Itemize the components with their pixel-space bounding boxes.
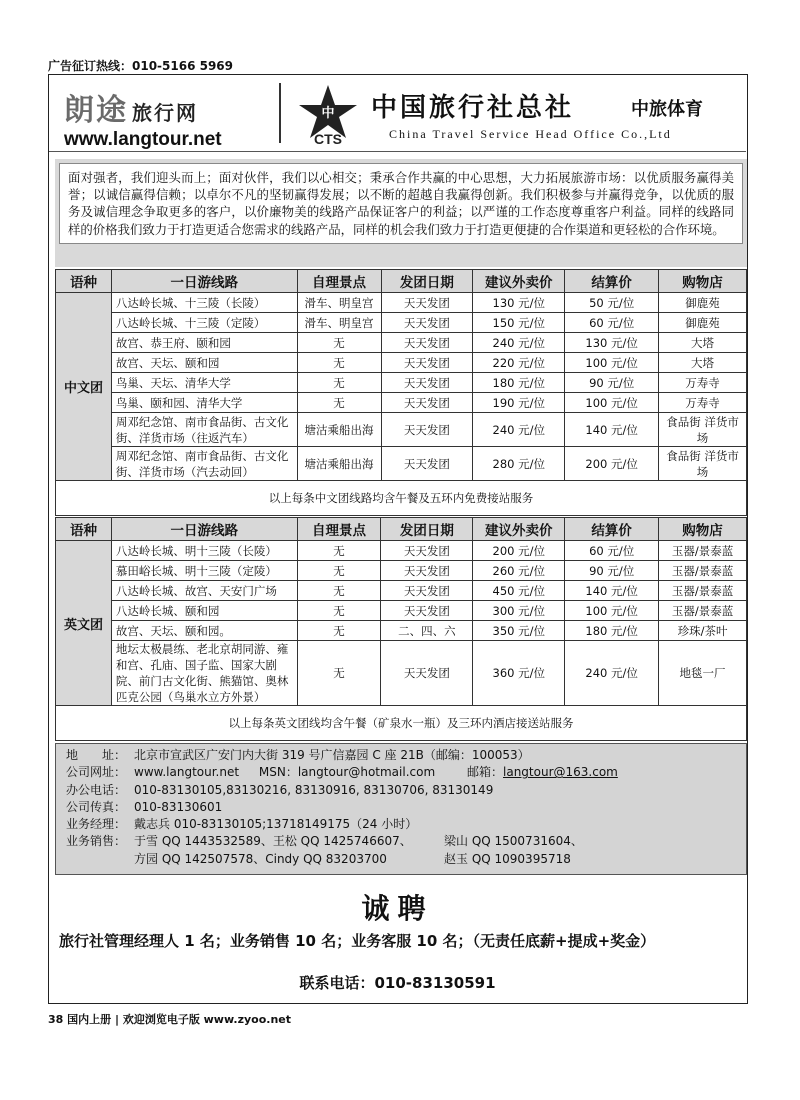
phone-label: 办公电话：	[66, 782, 127, 797]
date-cell: 天天发团	[381, 373, 473, 393]
table-row	[56, 413, 747, 447]
address-value: 北京市宣武区广安门内大街 319 号广信嘉园 C 座 21B（邮编：100053）	[134, 748, 530, 762]
shop-cell: 万寿寺	[659, 393, 747, 413]
address-row	[66, 747, 736, 764]
manager-label: 业务经理：	[66, 817, 127, 832]
settle-cell: 50 元/位	[565, 293, 659, 313]
date-cell: 天天发团	[381, 601, 473, 621]
shop-cell: 大塔	[659, 353, 747, 373]
date-cell: 天天发团	[381, 293, 473, 313]
extra-cell: 无	[297, 541, 381, 561]
extra-cell: 塘沽乘船出海	[297, 447, 381, 481]
shop-cell: 地毯一厂	[659, 641, 747, 706]
retail-cell: 220 元/位	[473, 353, 565, 373]
brand-cn-small: 旅行网	[132, 101, 198, 125]
retail-cell: 260 元/位	[473, 561, 565, 581]
header-extra: 自理景点	[297, 518, 381, 541]
brand-url: www.langtour.net	[64, 129, 222, 150]
cts-star-text: 中	[321, 106, 335, 121]
cts-english-name: China Travel Service Head Office Co.,Ltd	[389, 127, 672, 141]
contact-box	[55, 743, 747, 875]
shop-cell: 食品街 洋货市场	[659, 447, 747, 481]
table-row	[56, 293, 747, 313]
route-cell: 八达岭长城、颐和园	[111, 601, 297, 621]
shop-cell: 御鹿苑	[659, 293, 747, 313]
lang-cell: 英文团	[56, 541, 112, 706]
route-cell: 故宫、天坛、颐和园。	[111, 621, 297, 641]
cn-note: 以上每条中文团线路均含午餐及五环内免费接站服务	[56, 481, 747, 516]
settle-cell: 140 元/位	[565, 413, 659, 447]
retail-cell: 450 元/位	[473, 581, 565, 601]
header-retail: 建议外卖价	[473, 518, 565, 541]
route-cell: 周邓纪念馆、南市食品街、古文化街、洋货市场（汽去动回）	[111, 447, 297, 481]
extra-cell: 无	[297, 393, 381, 413]
extra-cell: 塘沽乘船出海	[297, 413, 381, 447]
extra-cell: 无	[297, 353, 381, 373]
retail-cell: 130 元/位	[473, 293, 565, 313]
retail-cell: 150 元/位	[473, 313, 565, 333]
route-cell: 八达岭长城、十三陵（长陵）	[111, 293, 297, 313]
retail-cell: 240 元/位	[473, 333, 565, 353]
cts-sub: 中旅体育	[631, 99, 703, 120]
table-row	[56, 581, 747, 601]
extra-cell: 无	[297, 601, 381, 621]
settle-cell: 60 元/位	[565, 541, 659, 561]
table-row	[56, 393, 747, 413]
route-cell: 故宫、天坛、颐和园	[111, 353, 297, 373]
ad-hotline: 广告征订热线：010-5166 5969	[48, 59, 234, 73]
date-cell: 天天发团	[381, 447, 473, 481]
settle-cell: 100 元/位	[565, 353, 659, 373]
sales-value-1a: 于雪 QQ 1443532589、王松 QQ 1425746607、	[134, 834, 412, 849]
settle-cell: 180 元/位	[565, 621, 659, 641]
settle-cell: 130 元/位	[565, 333, 659, 353]
route-cell: 鸟巢、颐和园、清华大学	[111, 393, 297, 413]
extra-cell: 无	[297, 373, 381, 393]
settle-cell: 60 元/位	[565, 313, 659, 333]
table-row	[56, 641, 747, 706]
date-cell: 天天发团	[381, 541, 473, 561]
settle-cell: 90 元/位	[565, 561, 659, 581]
ad-frame	[48, 74, 748, 1004]
retail-cell: 280 元/位	[473, 447, 565, 481]
extra-cell: 无	[297, 333, 381, 353]
header-retail: 建议外卖价	[473, 270, 565, 293]
sales-value-1b: 梁山 QQ 1500731604、	[444, 834, 583, 849]
table-row	[56, 313, 747, 333]
route-cell: 八达岭长城、明十三陵（长陵）	[111, 541, 297, 561]
table-row	[56, 621, 747, 641]
route-cell: 鸟巢、天坛、清华大学	[111, 373, 297, 393]
extra-cell: 滑车、明皇宫	[297, 313, 381, 333]
retail-cell: 300 元/位	[473, 601, 565, 621]
email-link[interactable]: langtour@163.com	[503, 765, 618, 780]
date-cell: 天天发团	[381, 393, 473, 413]
date-cell: 天天发团	[381, 413, 473, 447]
route-cell: 地坛太极晨练、老北京胡同游、雍和宫、孔庙、国子监、国家大剧院、前门古文化街、熊猫馆、奥林匹克公园（鸟巢水立方外景）	[111, 641, 297, 706]
retail-cell: 190 元/位	[473, 393, 565, 413]
sales-label: 业务销售：	[66, 834, 127, 849]
lang-cell: 中文团	[56, 293, 112, 481]
date-cell: 天天发团	[381, 333, 473, 353]
intro-text: 面对强者，我们迎头而上；面对伙伴，我们以心相交；秉承合作共赢的中心思想，大力拓展旅游市场：以优质服务赢得美誉；以诚信赢得信赖；以卓尔不凡的坚韧赢得发展；以不断的超越自我赢得创新。我们积极参与并赢得竞争，以优质的服务及诚信理念争取更多的客户，以价廉物美的线路产品保证客户的利益；以严谨的工作态度尊重客户利益。同样的线路同样的价格我们致力于打造更适合您需求的线路产品，同样的机会我们致力于打造更便捷的合作渠道和更轻松的合作环境。	[59, 163, 743, 244]
page-footer: 38 国内上册 | 欢迎浏览电子版 www.zyoo.net	[48, 1013, 292, 1026]
header-date: 发团日期	[381, 518, 473, 541]
retail-cell: 180 元/位	[473, 373, 565, 393]
extra-cell: 无	[297, 561, 381, 581]
shop-cell: 食品街 洋货市场	[659, 413, 747, 447]
header-lang: 语种	[56, 270, 112, 293]
sales-value-2a: 方园 QQ 142507578、Cindy QQ 83203700	[134, 851, 387, 866]
header-shop: 购物店	[659, 270, 747, 293]
date-cell: 天天发团	[381, 561, 473, 581]
route-cell: 故宫、恭王府、颐和园	[111, 333, 297, 353]
header-route: 一日游线路	[111, 518, 297, 541]
site-row	[66, 764, 736, 781]
header-settle: 结算价	[565, 270, 659, 293]
site-link[interactable]: www.langtour.net	[134, 765, 240, 780]
phone-row	[66, 782, 736, 799]
settle-cell: 100 元/位	[565, 601, 659, 621]
fax-label: 公司传真：	[66, 799, 127, 814]
shop-cell: 大塔	[659, 333, 747, 353]
header-settle: 结算价	[565, 518, 659, 541]
shop-cell: 玉器/景泰蓝	[659, 601, 747, 621]
shop-cell: 珍珠/茶叶	[659, 621, 747, 641]
email-label: 邮箱：	[466, 765, 503, 780]
sales-value-2b: 赵玉 QQ 1090395718	[444, 851, 571, 866]
header-lang: 语种	[56, 518, 112, 541]
extra-cell: 无	[297, 641, 381, 706]
shop-cell: 御鹿苑	[659, 313, 747, 333]
cts-abbr: CTS	[314, 131, 342, 145]
header-route: 一日游线路	[111, 270, 297, 293]
brand-cn-big: 朗途	[64, 93, 128, 128]
retail-cell: 240 元/位	[473, 413, 565, 447]
settle-cell: 240 元/位	[565, 641, 659, 706]
shop-cell: 万寿寺	[659, 373, 747, 393]
cts-star-icon[interactable]	[293, 83, 363, 145]
table-row	[56, 561, 747, 581]
shop-cell: 玉器/景泰蓝	[659, 581, 747, 601]
manager-row	[66, 816, 736, 833]
date-cell: 天天发团	[381, 353, 473, 373]
settle-cell: 140 元/位	[565, 581, 659, 601]
shop-cell: 玉器/景泰蓝	[659, 541, 747, 561]
extra-cell: 无	[297, 581, 381, 601]
settle-cell: 90 元/位	[565, 373, 659, 393]
retail-cell: 360 元/位	[473, 641, 565, 706]
langtour-logo[interactable]	[64, 85, 274, 151]
header-date: 发团日期	[381, 270, 473, 293]
shop-cell: 玉器/景泰蓝	[659, 561, 747, 581]
msn-value[interactable]: langtour@hotmail.com	[297, 765, 436, 780]
date-cell: 天天发团	[381, 641, 473, 706]
retail-cell: 200 元/位	[473, 541, 565, 561]
route-cell: 八达岭长城、故宫、天安门广场	[111, 581, 297, 601]
date-cell: 天天发团	[381, 313, 473, 333]
retail-cell: 350 元/位	[473, 621, 565, 641]
header-extra: 自理景点	[297, 270, 381, 293]
extra-cell: 滑车、明皇宫	[297, 293, 381, 313]
date-cell: 二、四、六	[381, 621, 473, 641]
recruit-title: 诚聘	[361, 892, 434, 925]
fax-row	[66, 799, 736, 816]
cts-name: 中国旅行社总社	[371, 93, 575, 123]
settle-cell: 100 元/位	[565, 393, 659, 413]
table-header-row	[56, 518, 747, 541]
table-row	[56, 333, 747, 353]
extra-cell: 无	[297, 621, 381, 641]
route-cell: 慕田峪长城、明十三陵（定陵）	[111, 561, 297, 581]
table-row	[56, 353, 747, 373]
en-route-table	[55, 517, 747, 741]
address-label: 地 址：	[66, 748, 127, 762]
recruit-phone: 联系电话：010-83130591	[299, 974, 496, 992]
manager-value: 戴志兵 010-83130105;13718149175（24 小时）	[134, 817, 418, 832]
msn-label: MSN：	[258, 765, 298, 780]
cn-route-table	[55, 269, 747, 516]
header-shop: 购物店	[659, 518, 747, 541]
table-row	[56, 541, 747, 561]
table-row	[56, 447, 747, 481]
table-row	[56, 373, 747, 393]
site-label: 公司网址：	[66, 765, 127, 780]
settle-cell: 200 元/位	[565, 447, 659, 481]
en-note: 以上每条英文团线均含午餐（矿泉水一瓶）及三环内酒店接送站服务	[56, 706, 747, 741]
sales-row-2	[66, 851, 736, 868]
sales-row	[66, 833, 736, 850]
route-cell: 周邓纪念馆、南市食品街、古文化街、洋货市场（往返汽车）	[111, 413, 297, 447]
date-cell: 天天发团	[381, 581, 473, 601]
phone-value: 010-83130105,83130216, 83130916, 83130706, 83130149	[134, 782, 494, 797]
ad-header	[49, 75, 746, 152]
route-cell: 八达岭长城、十三陵（定陵）	[111, 313, 297, 333]
recruit-body: 旅行社管理经理人 1 名；业务销售 10 名；业务客服 10 名；（无责任底薪+提成+奖金）	[59, 932, 656, 950]
table-row	[56, 601, 747, 621]
table-header-row	[56, 270, 747, 293]
header-divider	[279, 83, 281, 143]
fax-value: 010-83130601	[134, 799, 223, 814]
